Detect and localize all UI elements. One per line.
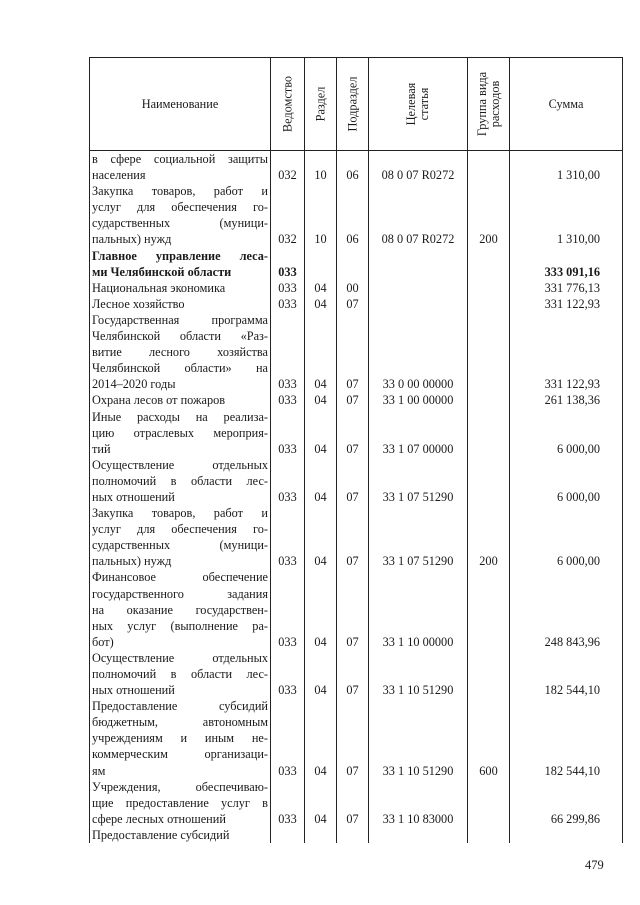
row-name <box>90 827 271 843</box>
row-article: 08 0 07 R0272 <box>369 151 468 184</box>
row-group <box>468 248 510 280</box>
row-name <box>90 280 271 296</box>
budget-table <box>89 57 623 843</box>
row-name-line: ных услуг (выполнение ра- <box>92 618 268 633</box>
row-name-line: 2014–2020 годы <box>92 377 176 392</box>
row-sum: 1 310,00 <box>510 183 623 247</box>
row-article: 33 0 00 00000 <box>369 312 468 392</box>
row-article: 33 1 10 51290 <box>369 698 468 778</box>
row-name-line: Предоставление субсидий <box>92 827 230 842</box>
row-name-line: Челябинской области» на <box>92 361 268 376</box>
row-article: 08 0 07 R0272 <box>369 183 468 247</box>
row-subsection: 07 <box>337 457 369 505</box>
row-name <box>90 312 271 392</box>
row-dept <box>271 827 305 843</box>
row-sum: 333 091,16 <box>510 248 623 280</box>
row-article <box>369 280 468 296</box>
row-section: 04 <box>305 296 337 312</box>
budget-document <box>89 57 622 843</box>
row-dept: 033 <box>271 392 305 408</box>
row-section: 04 <box>305 312 337 392</box>
row-group <box>468 312 510 392</box>
row-section: 04 <box>305 569 337 649</box>
header-group-line-2: расходов <box>487 80 502 128</box>
row-name-line: Закупка товаров, работ и <box>92 506 268 521</box>
header-section: Раздел <box>305 58 337 151</box>
row-article <box>369 296 468 312</box>
row-article <box>369 827 468 843</box>
row-dept: 033 <box>271 779 305 827</box>
row-name <box>90 409 271 457</box>
row-sum: 1 310,00 <box>510 151 623 184</box>
row-group <box>468 569 510 649</box>
row-name-line: в сфере социальной защиты <box>92 152 268 166</box>
row-name-line: сударственных (муници- <box>92 538 268 553</box>
row-section: 04 <box>305 505 337 569</box>
row-name <box>90 151 271 184</box>
row-name-line: щие предоставление услуг в <box>92 795 268 810</box>
row-section <box>305 827 337 843</box>
row-sum: 66 299,86 <box>510 779 623 827</box>
row-section <box>305 248 337 280</box>
header-name: Наименование <box>90 58 271 151</box>
row-subsection: 07 <box>337 409 369 457</box>
row-section: 04 <box>305 457 337 505</box>
row-name-line: коммерческим организаци- <box>92 747 268 762</box>
row-dept: 033 <box>271 296 305 312</box>
row-name-line: ных отношений <box>92 489 175 504</box>
header-subsection: Подраздел <box>337 58 369 151</box>
row-article: 33 1 07 00000 <box>369 409 468 457</box>
row-name-line: Национальная экономика <box>92 280 226 295</box>
row-name-line: населения <box>92 168 146 183</box>
row-dept: 033 <box>271 698 305 778</box>
row-dept: 033 <box>271 280 305 296</box>
table-row <box>90 457 623 505</box>
row-subsection: 06 <box>337 151 369 184</box>
row-dept: 032 <box>271 183 305 247</box>
row-name-line: Главное управление леса- <box>92 248 268 263</box>
row-article: 33 1 00 00000 <box>369 392 468 408</box>
header-article <box>369 58 468 151</box>
row-name-line: сфере лесных отношений <box>92 811 226 826</box>
row-article <box>369 248 468 280</box>
row-name-line: учреждениям и иным не- <box>92 731 268 746</box>
row-name <box>90 650 271 698</box>
table-row <box>90 151 623 184</box>
row-subsection: 06 <box>337 183 369 247</box>
table-row <box>90 650 623 698</box>
row-group <box>468 392 510 408</box>
row-name <box>90 248 271 280</box>
row-name-line: пальных) нужд <box>92 554 172 569</box>
row-name-line: Осуществление отдельных <box>92 650 268 665</box>
table-row <box>90 312 623 392</box>
row-name-line: сударственных (муници- <box>92 216 268 231</box>
row-article: 33 1 10 83000 <box>369 779 468 827</box>
table-row <box>90 248 623 280</box>
row-subsection: 07 <box>337 296 369 312</box>
row-dept: 033 <box>271 248 305 280</box>
table-body <box>90 151 623 844</box>
row-article: 33 1 07 51290 <box>369 457 468 505</box>
header-article-line-2: статья <box>417 87 431 121</box>
row-section: 04 <box>305 779 337 827</box>
row-name-line: на оказание государствен- <box>92 602 268 617</box>
table-row <box>90 569 623 649</box>
table-row <box>90 779 623 827</box>
header-dept: Ведомство <box>271 58 305 151</box>
row-sum: 331 122,93 <box>510 312 623 392</box>
row-group <box>468 409 510 457</box>
row-name-line: Охрана лесов от пожаров <box>92 393 226 408</box>
row-name <box>90 505 271 569</box>
row-sum: 6 000,00 <box>510 409 623 457</box>
row-dept: 033 <box>271 409 305 457</box>
row-name <box>90 183 271 247</box>
row-dept: 033 <box>271 650 305 698</box>
row-sum: 261 138,36 <box>510 392 623 408</box>
row-name-line: полномочий в области лес- <box>92 473 268 488</box>
row-subsection: 00 <box>337 280 369 296</box>
row-subsection: 07 <box>337 569 369 649</box>
row-article: 33 1 07 51290 <box>369 505 468 569</box>
row-name <box>90 296 271 312</box>
page-number: 479 <box>585 858 604 872</box>
row-section: 04 <box>305 280 337 296</box>
row-name <box>90 698 271 778</box>
row-group <box>468 151 510 184</box>
row-name-line: Челябинской области «Раз- <box>92 329 268 344</box>
row-dept: 033 <box>271 457 305 505</box>
row-group: 600 <box>468 698 510 778</box>
row-sum: 6 000,00 <box>510 505 623 569</box>
table-row <box>90 392 623 408</box>
row-sum: 182 544,10 <box>510 698 623 778</box>
table-row <box>90 505 623 569</box>
row-group: 200 <box>468 505 510 569</box>
row-subsection: 07 <box>337 312 369 392</box>
row-name <box>90 779 271 827</box>
row-subsection <box>337 827 369 843</box>
row-name <box>90 569 271 649</box>
row-sum <box>510 827 623 843</box>
row-subsection: 07 <box>337 779 369 827</box>
row-name-line: Финансовое обеспечение <box>92 570 268 585</box>
table-row <box>90 698 623 778</box>
row-name-line: услуг для обеспечения го- <box>92 522 268 537</box>
header-article-line-1: Целевая <box>404 82 418 126</box>
row-section: 04 <box>305 650 337 698</box>
row-name-line: бюджетным, автономным <box>92 715 268 730</box>
row-subsection: 07 <box>337 505 369 569</box>
row-sum: 6 000,00 <box>510 457 623 505</box>
row-name-line: Закупка товаров, работ и <box>92 184 268 199</box>
row-subsection: 07 <box>337 650 369 698</box>
table-row <box>90 183 623 247</box>
row-group <box>468 650 510 698</box>
row-subsection: 07 <box>337 392 369 408</box>
row-name-line: ных отношений <box>92 683 175 698</box>
row-sum: 331 776,13 <box>510 280 623 296</box>
row-subsection <box>337 248 369 280</box>
row-article: 33 1 10 00000 <box>369 569 468 649</box>
row-name-line: Лесное хозяйство <box>92 296 185 311</box>
row-section: 10 <box>305 183 337 247</box>
row-group: 200 <box>468 183 510 247</box>
row-name-line: бот) <box>92 634 114 649</box>
row-name-line: тий <box>92 441 111 456</box>
row-name-line: Предоставление субсидий <box>92 699 268 714</box>
row-name-line: Государственная программа <box>92 312 268 327</box>
row-article: 33 1 10 51290 <box>369 650 468 698</box>
row-name-line: Учреждения, обеспечиваю- <box>92 779 268 794</box>
row-sum: 182 544,10 <box>510 650 623 698</box>
row-subsection: 07 <box>337 698 369 778</box>
header-group <box>468 58 510 151</box>
row-name-line: витие лесного хозяйства <box>92 345 268 360</box>
row-dept: 033 <box>271 505 305 569</box>
table-row <box>90 280 623 296</box>
row-name-line: государственного задания <box>92 586 268 601</box>
row-name-line: услуг для обеспечения го- <box>92 200 268 215</box>
row-dept: 033 <box>271 312 305 392</box>
row-name-line: пальных) нужд <box>92 232 172 247</box>
row-section: 10 <box>305 151 337 184</box>
row-name-line: полномочий в области лес- <box>92 667 268 681</box>
row-name-line: ям <box>92 763 106 778</box>
table-row <box>90 409 623 457</box>
row-section: 04 <box>305 392 337 408</box>
row-name <box>90 457 271 505</box>
row-group <box>468 827 510 843</box>
row-group <box>468 457 510 505</box>
row-name-line: Осуществление отдельных <box>92 457 268 472</box>
row-dept: 032 <box>271 151 305 184</box>
row-name <box>90 392 271 408</box>
row-name-line: ми Челябинской области <box>92 264 232 279</box>
row-section: 04 <box>305 698 337 778</box>
table-row <box>90 296 623 312</box>
row-sum: 248 843,96 <box>510 569 623 649</box>
row-name-line: Иные расходы на реализа- <box>92 409 268 424</box>
header-sum: Сумма <box>510 58 623 151</box>
row-sum: 331 122,93 <box>510 296 623 312</box>
table-row <box>90 827 623 843</box>
row-dept: 033 <box>271 569 305 649</box>
row-name-line: цию отраслевых мероприя- <box>92 425 268 440</box>
row-group <box>468 779 510 827</box>
table-header-row <box>90 58 623 151</box>
row-group <box>468 296 510 312</box>
header-group-line-1: Группа вида <box>474 71 489 137</box>
row-group <box>468 280 510 296</box>
row-section: 04 <box>305 409 337 457</box>
